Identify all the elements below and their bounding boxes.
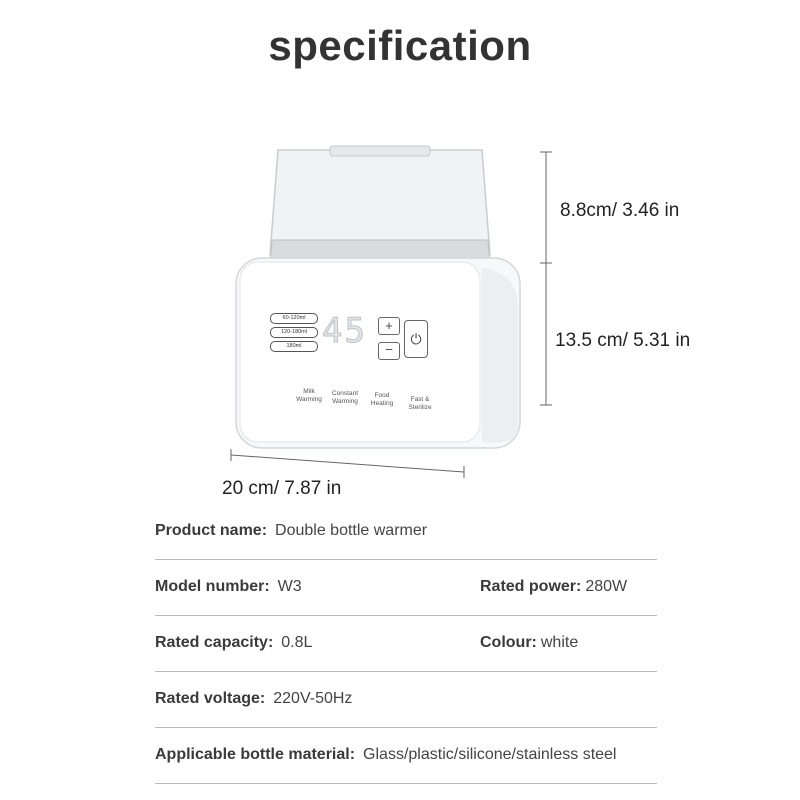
spec-value: Glass/plastic/silicone/stainless steel [363,746,617,763]
mode-line: Heating [370,400,394,407]
spec-value: 0.8L [281,634,313,651]
spec-value: 220V-50Hz [273,690,353,707]
volume-pill: 120-180ml [270,327,318,338]
volume-pill: 180ml [270,341,318,352]
spec-key: Colour: [480,634,537,651]
mode-line: Fast & [410,396,430,403]
mode-line: Warming [296,396,322,403]
spec-row-bottle-material [155,727,657,784]
volume-pill: 60-120ml [270,313,318,324]
spec-cell [480,559,627,615]
spec-cell [155,559,302,615]
spec-key: Rated capacity: [155,634,274,651]
mode-label-fast-sterilize [402,396,438,412]
spec-cell [155,727,616,783]
spec-cell [155,503,427,559]
power-icon: ⏻ [410,331,422,347]
spec-cell [480,615,578,671]
mode-label-constant-warming [326,390,364,406]
spec-key: Model number: [155,578,270,595]
mode-line: Sterilize [408,404,432,411]
spec-row-voltage [155,671,657,728]
spec-value: W3 [277,578,302,595]
spec-value: 280W [585,578,628,595]
mode-label-milk-warming [292,388,326,404]
mode-line: Food [374,392,390,399]
mode-line: Warming [332,398,358,405]
lid-height-dimension: 8.8cm/ 3.46 in [560,200,680,221]
spec-key: Rated power: [480,578,582,595]
mode-label-food-heating [364,392,400,408]
spec-value: Double bottle warmer [275,522,428,539]
minus-button[interactable]: − [378,342,400,360]
spec-row-model-power [155,559,657,616]
spec-key: Rated voltage: [155,690,266,707]
plus-button[interactable]: + [378,317,400,335]
power-button[interactable] [404,320,428,358]
mode-line: Constant [331,390,359,397]
spec-key: Applicable bottle material: [155,746,356,763]
spec-row-product-name [155,503,657,560]
page-title: specification [268,22,532,69]
spec-value: white [540,634,579,651]
bottle-warmer-image [220,140,530,460]
width-dimension: 20 cm/ 7.87 in [222,478,342,499]
spec-row-capacity-colour [155,615,657,672]
spec-cell [155,671,352,727]
body-height-dimension: 13.5 cm/ 5.31 in [555,330,691,351]
temperature-display: 45 [322,311,367,351]
mode-line: Milk [303,388,315,395]
spec-key: Product name: [155,522,268,539]
spec-cell [155,615,312,671]
